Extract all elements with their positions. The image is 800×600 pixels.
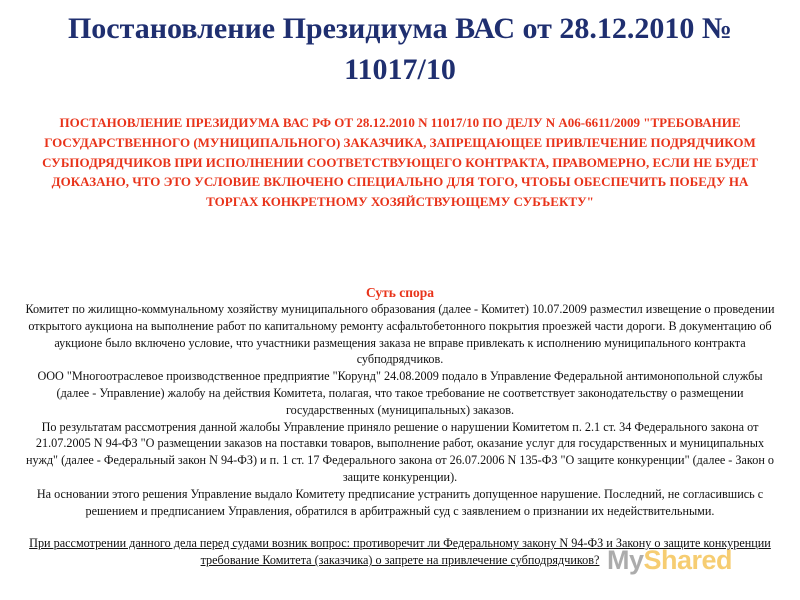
document-body [20, 301, 780, 569]
paragraph-1: Комитет по жилищно-коммунальному хозяйству муниципального образования (далее - Комитет) 10.07.2009 разместил извещение о проведении открытого аукциона на выполнение работ по капитальному ремонту асфальтобетонного покрытия проезжей части дороги. В документацию об аукционе было включено условие, что участники размещения заказа не вправе привлекать к исполнению муниципального контракта субподрядчиков. [25, 302, 775, 367]
document-heading: ПОСТАНОВЛЕНИЕ ПРЕЗИДИУМА ВАС РФ ОТ 28.12.2010 N 11017/10 ПО ДЕЛУ N А06-6611/2009 "ТРЕБОВАНИЕ ГОСУДАРСТВЕННОГО (МУНИЦИПАЛЬНОГО) ЗАКАЗЧИКА, ЗАПРЕЩАЮЩЕЕ ПРИВЛЕЧЕНИЕ ПОДРЯДЧИКОМ СУБПОДРЯДЧИКОВ ПРИ ИСПОЛНЕНИИ СООТВЕТСТВУЮЩЕГО КОНТРАКТА, ПРАВОМЕРНО, ЕСЛИ НЕ БУДЕТ ДОКАЗАНО, ЧТО ЭТО УСЛОВИЕ ВКЛЮЧЕНО СПЕЦИАЛЬНО ДЛЯ ТОГО, ЧТОБЫ ОБЕСПЕЧИТЬ ПОБЕДУ НА ТОРГАХ КОНКРЕТНОМУ ХОЗЯЙСТВУЮЩЕМУ СУБЪЕКТУ" [42, 115, 758, 210]
paragraph-gap [20, 519, 780, 535]
paragraph-3: По результатам рассмотрения данной жалобы Управление приняло решение о нарушении Комитетом п. 2.1 ст. 34 Федерального закона от 21.07.2005 N 94-ФЗ "О размещении заказов на поставки товаров, выполнение работ, оказание услуг для государственных и муниципальных нужд" (далее - Федеральный закон N 94-ФЗ) и п. 1 ст. 17 Федерального закона от 26.07.2006 N 135-ФЗ "О защите конкуренции" (далее - Закон о защите конкуренции). [25, 419, 774, 484]
paragraph-2: ООО "Многоотраслевое производственное предприятие "Корунд" 24.08.2009 подало в Управление Федеральной антимонопольной службы (далее - Управление) жалобу на действия Комитета, полагая, что такое требование не соответствует законодательству о размещении государственных (муниципальных) заказов. [37, 369, 763, 417]
myshared-watermark-logo [607, 538, 767, 582]
section-title: Суть спора [365, 285, 435, 300]
question-link[interactable]: При рассмотрении данного дела перед судами возник вопрос: противоречит ли Федеральному закону N 94-ФЗ и Закону о защите конкуренции требование Комитета (заказчика) о запрете на привлечение субподрядчиков? [29, 536, 771, 568]
page-title: Постановление Президиума ВАС от 28.12.2010 № 11017/10 [67, 12, 733, 86]
logo-text [607, 545, 732, 576]
logo-part-1: My [607, 544, 644, 575]
logo-part-2: Shared [643, 544, 733, 575]
paragraph-4: На основании этого решения Управление выдало Комитету предписание устранить допущенное нарушение. Последний, не согласившись с решением и предписанием Управления, обратился в арбитражный суд с заявлением о признании их недействительными. [36, 486, 764, 518]
